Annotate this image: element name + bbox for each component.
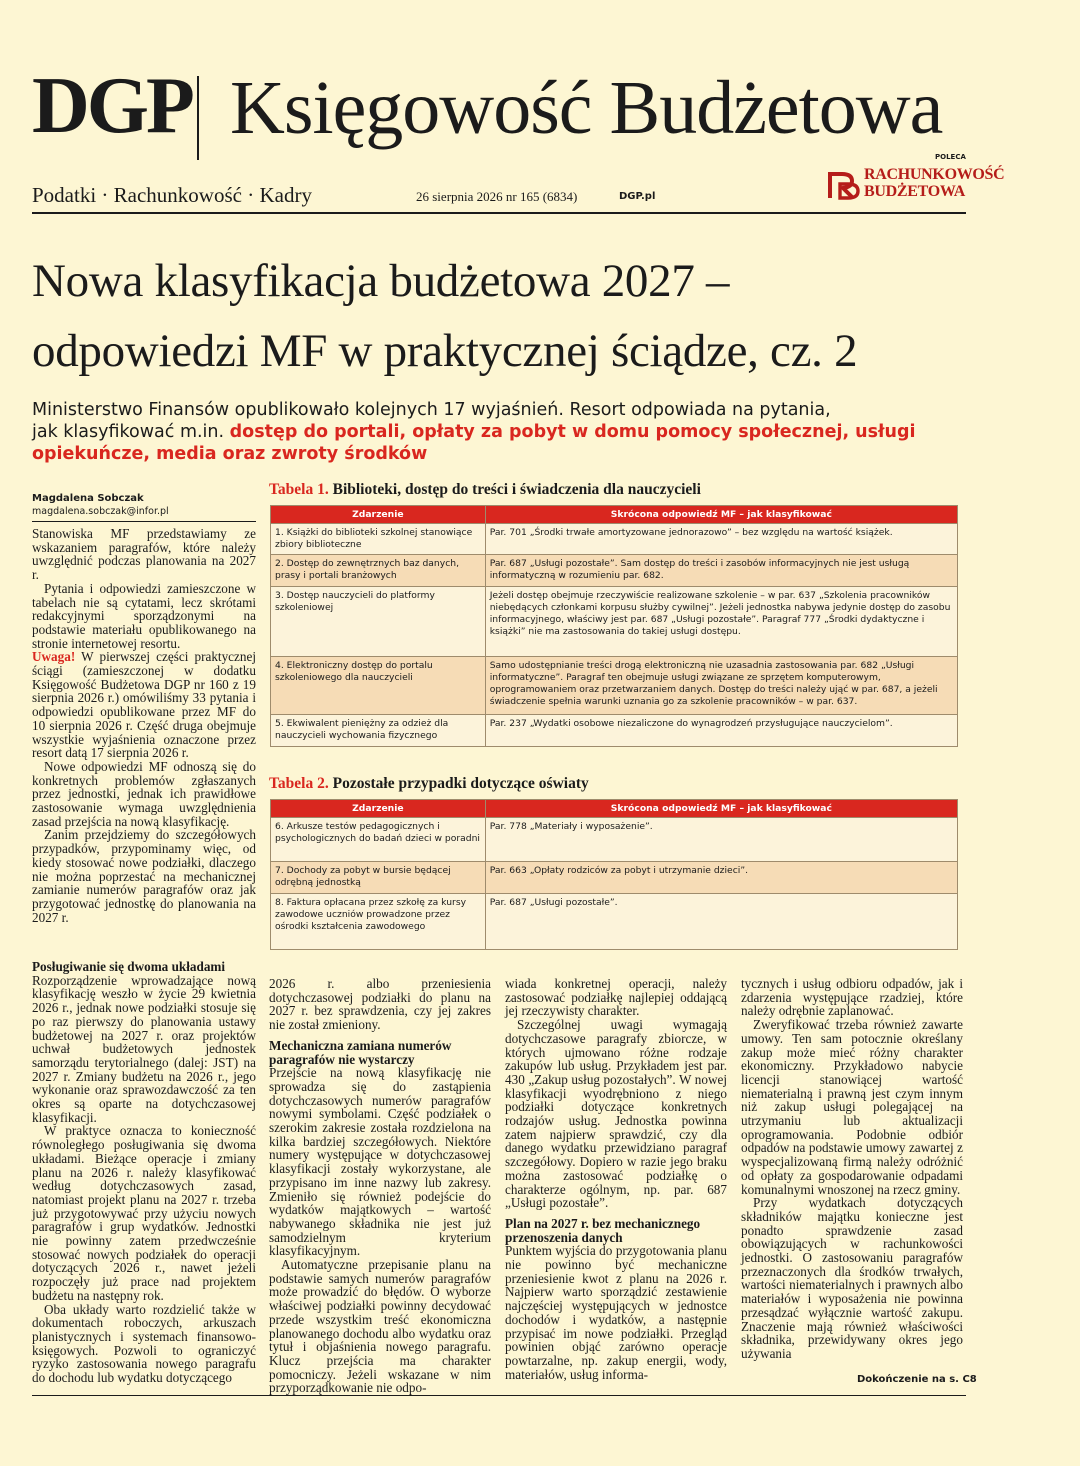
event-cell: 7. Dochody za pobyt w bursie będącej odrębną jednostką [271,862,486,894]
intro-column: Stanowiska MF przedstawiamy ze wskazaniem paragrafów, które należy uwzględnić podczas planowania na 2027 r. Pytania i odpowiedzi zamieszczone w tabelach nie są cytatami, lecz skrótami redakcyjnymi sporządzonymi na podstawie materiału opublikowanego na stronie internetowej resortu. Uwaga! W pierwszej części praktycznej ściągi (zamieszczonej w dodatku Księgowość Budżetowa DGP nr 160 z 19 sierpnia 2026 r.) omówiliśmy 33 pytania i odpowiedzi opublikowane przez MF do 10 sierpnia 2026 r. Część druga obejmuje wszystkie wyjaśnienia oznaczone przez resort datą 17 sierpnia 2026 r. Nowe odpowiedzi MF odnoszą się do konkretnych problemów zgłaszanych przez jednostki, jednak ich prawidłowe zastosowanie wymaga uwzględnienia zasad przejścia na nową klasyfikację. Zanim przejdziemy do szczegółowych przypadków, przypominamy więc, od kiedy stosować nowe podziałki, dlaczego nie można poprzestać na mechanicznej zamianie numerów paragrafów oraz jak przygotować jednostkę do planowania na 2027 r. [32,526,256,925]
answer-cell: Par. 663 „Opłaty rodziców za pobyt i utrzymanie dzieci”. [485,862,957,894]
event-cell: 8. Faktura opłacana przez szkołę za kursy zawodowe uczniów prowadzone przez ośrodki kształcenia zawodowego [271,894,486,950]
body-column-2: 2026 r. albo przeniesienia dotychczasowej podziałki do planu na 2027 r. bez sprawdzenia, czy jej zakres nie został zmieniony. Mechaniczna zamiana numerów paragrafów nie wystarczy Przejście na nową klasyfikację nie sprowadza się do zastąpienia dotychczasowych numerów paragrafów nowymi symbolami. Część podziałek o szerokim zakresie została rozdzielona na kilka bardziej szczegółowych. Niektóre numery występujące w dotychczasowej klasyfikacji zostały wykorzystane, ale przypisano im inne nazwy lub zakresy. Zmieniło się również podejście do wydatków majątkowych – wartość nabywanego składnika nie jest już samodzielnym kryterium klasyfikacyjnym. Automatyczne przepisanie planu na podstawie samych numerów paragrafów może prowadzić do błędów. O wyborze właściwej podziałki powinny decydować przede wszystkim treść ekonomiczna planowanego dochodu albo wydatku oraz tytuł i objaśnienia nowego paragrafu. Klucz przejścia ma charakter pomocniczy. Jeżeli wskazane w nim przyporządkowanie nie odpo- [269,976,491,1396]
partner-logo-icon [826,168,862,204]
article-lead: Ministerstwo Finansów opublikowało kolejnych 17 wyjaśnień. Resort odpowiada na pytania, jak klasyfikować m.in. dostęp do portali, opłaty za pobyt w domu pomocy społecznej, usługi opiekuńcze, media oraz zwroty środków [32,400,916,464]
brand-logo: DGP [32,62,192,150]
body-column-3: wiada konkretnej operacji, należy zastosować podziałkę najlepiej oddającą jej rzeczywisty charakter. Szczególnej uwagi wymagają dotychczasowe paragrafy zbiorcze, w których ujmowano różne rodzaje zakupów lub usług. Przykładem jest par. 430 „Zakup usług pozostałych”. W nowej klasyfikacji wyodrębniono z niego podziałki dotyczące konkretnych rodzajów usług. Jednostka powinna zatem najpierw sprawdzić, czy dla danego wydatku przewidziano paragraf szczegółowy. Dopiero w razie jego braku można zastosować podziałkę o charakterze ogólnym, np. par. 687 „Usługi pozostałe”. Plan na 2027 r. bez mechanicznego przenoszenia danych Punktem wyjścia do przygotowania planu nie powinno być mechaniczne przeniesienie kwot z planu na 2026 r. Najpierw warto sporządzić zestawienie najczęściej występujących w jednostce dochodów i wydatków, a następnie przypisać im nowe podziałki. Przegląd powinien objąć zarówno operacje powtarzalne, np. zakup energii, wody, materiałów, usług informa- [505,976,727,1382]
answer-cell: Jeżeli dostęp obejmuje rzeczywiście realizowane szkolenie – w par. 637 „Szkolenia pracowników niebędących członkami korpusu służby cywilnej”. Jeżeli jednostka nabywa jedynie dostęp do zasobu informacyjnego, właściwy jest par. 687 „Usługi pozostałe”. Paragraf 777 „Środki dydaktyczne i książki” nie ma zastosowania do takiej usługi dostępu. [485,587,957,657]
answer-cell: Par. 701 „Środki trwałe amortyzowane jednorazowo” – bez względu na wartość książek. [485,524,957,555]
answer-cell: Par. 237 „Wydatki osobowe niezaliczone do wynagrodzeń przysługujące nauczycielom”. [485,715,957,747]
section-list: Podatki · Rachunkowość · Kadry [32,183,312,207]
site-link[interactable]: DGP.pl [619,191,656,202]
event-cell: 4. Elektroniczny dostęp do portalu szkoleniowego dla nauczycieli [271,657,486,715]
answer-cell: Samo udostępnianie treści drogą elektroniczną nie uzasadnia zastosowania par. 682 „Usługi informatyczne”. Paragraf ten obejmuje usługi związane ze sprzętem komputerowym, oprogramowaniem oraz przetwarzaniem danych. Dostęp do treści należy ująć w par. 687, a jeżeli świadczenie spełnia warunki uznania go za szkolenie pracowników – w par. 637. [485,657,957,715]
answer-cell: Par. 687 „Usługi pozostałe”. Sam dostęp do treści i zasobów informacyjnych nie jest usługą informatyczną w rozumieniu par. 682. [485,555,957,587]
event-cell: 1. Książki do biblioteki szkolnej stanowiące zbiory biblioteczne [271,524,486,555]
table-row [271,862,958,894]
article-headline: Nowa klasyfikacja budżetowa 2027 – odpowiedzi MF w praktycznej ściądze, cz. 2 [32,255,858,377]
table-row [271,657,958,715]
table2-title: Tabela 2. Pozostałe przypadki dotyczące oświaty [269,775,589,792]
recommends-label: POLECA [935,153,966,161]
event-cell: 2. Dostęp do zewnętrznych baz danych, prasy i portali branżowych [271,555,486,587]
masthead-rule [32,212,966,214]
table2-header-event: Zdarzenie [271,800,486,818]
answer-cell: Par. 778 „Materiały i wyposażenie”. [485,818,957,862]
subheading: Mechaniczna zamiana numerów paragrafów nie wystarczy [269,1037,452,1067]
lead-highlight: dostęp do portali, opłaty za pobyt w domu pomocy społecznej, usługi opiekuńcze, media oraz zwroty środków [32,422,916,464]
subheading: Posługiwanie się dwoma układami [32,959,226,974]
body-column-1: Posługiwanie się dwoma układami Rozporządzenie wprowadzające nową klasyfikację weszło w życie 29 kwietnia 2026 r., jednak nowe podziałki stosuje się po raz pierwszy do planowania ustawy budżetowej na 2027 r. oraz projektów uchwał budżetowych jednostek samorządu terytorialnego (dalej: JST) na 2027 r. Zmiany budżetu na 2026 r., jego wykonanie oraz sprawozdawczość za ten okres są oparte na dotychczasowej klasyfikacji. W praktyce oznacza to konieczność równoległego posługiwania się dwoma układami. Bieżące operacje i zmiany planu na 2026 r. należy klasyfikować według dotychczasowych zasad, natomiast projekt planu na 2027 r. trzeba już przygotowywać przy użyciu nowych paragrafów i grup wydatków. Jednostki nie powinny zatem przedwcześnie stosować nowych podziałek do operacji dotyczących 2026 r., nawet jeżeli rozpoczęły już prace nad projektem budżetu na następny rok. Oba układy warto rozdzielić także w dokumentach roboczych, arkuszach planistycznych i systemach finansowo-księgowych. Pozwoli to ograniczyć ryzyko zastosowania nowego paragrafu do dochodu lub wydatku dotyczącego [32,959,256,1386]
continued-note: Dokończenie na s. C8 [857,1374,977,1385]
masthead-separator [197,76,199,160]
subheading: Plan na 2027 r. bez mechanicznego przenoszenia danych [505,1215,701,1245]
body-column-4: tycznych i usług odbioru odpadów, jak i zdarzenia występujące rzadziej, które należy odrębnie zaplanować. Zweryfikować trzeba również zawarte umowy. Ten sam potocznie określany zakup może mieć różny charakter ekonomiczny. Przykładowo nabycie licencji stanowiącej wartość niematerialną i prawną jest czym innym niż zakup usługi polegającej na utrzymaniu lub aktualizacji oprogramowania. Podobnie odbiór odpadów na podstawie umowy zawartej z wyspecjalizowaną firmą należy odróżnić od opłaty za gospodarowanie odpadami komunalnymi wnoszonej na rzecz gminy. Przy wydatkach dotyczących składników majątku konieczne jest ponadto sprawdzenie zasad obowiązujących w rachunkowości jednostki. O zastosowaniu paragrafów przeznaczonych dla środków trwałych, wartości niematerialnych i prawnych albo materiałów i wyposażenia nie powinna przesądzać wyłącznie wartość zakupu. Znaczenie mają również właściwości składnika, przewidywany okres jego używania [741,976,963,1361]
event-cell: 5. Ekwiwalent pieniężny za odzież dla nauczycieli wychowania fizycznego [271,715,486,747]
table-row [271,587,958,657]
answer-cell: Par. 687 „Usługi pozostałe”. [485,894,957,950]
author-email[interactable]: magdalena.sobczak@infor.pl [32,506,169,517]
author-name: Magdalena Sobczak [32,493,144,504]
event-cell: 3. Dostęp nauczycieli do platformy szkoleniowej [271,587,486,657]
table1 [270,505,958,747]
table-row [271,524,958,555]
table1-header-event: Zdarzenie [271,506,486,524]
table-row [271,555,958,587]
issue-date: 26 sierpnia 2026 nr 165 (6834) [416,189,578,204]
table1-header-answer: Skrócona odpowiedź MF – jak klasyfikować [485,506,957,524]
footer-rule [32,1395,966,1396]
event-cell: 6. Arkusze testów pedagogicznych i psychologicznych do badań dzieci w poradni [271,818,486,862]
table-row [271,715,958,747]
supplement-title: Księgowość Budżetowa [230,66,943,150]
author-rule [32,521,256,522]
partner-name: RACHUNKOWOŚĆ BUDŻETOWA [864,166,1005,200]
table2 [270,799,958,950]
note-label: Uwaga! [32,649,76,665]
table-row [271,818,958,862]
table2-header-answer: Skrócona odpowiedź MF – jak klasyfikować [485,800,957,818]
table-row [271,894,958,950]
table1-title: Tabela 1. Biblioteki, dostęp do treści i świadczenia dla nauczycieli [269,481,701,498]
